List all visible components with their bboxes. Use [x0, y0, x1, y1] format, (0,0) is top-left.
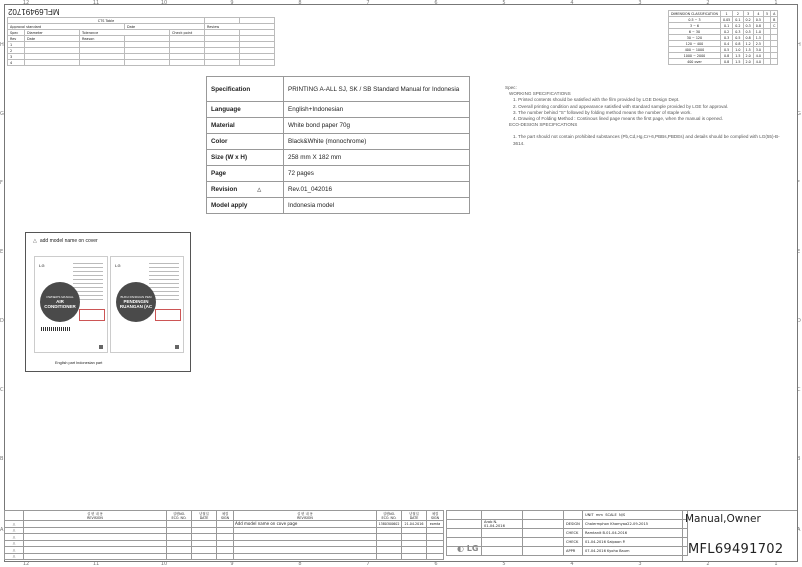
tolerance-header: 4	[753, 11, 763, 17]
zone-number: 6	[434, 561, 438, 567]
tolerance-cell: 2.5	[753, 41, 763, 47]
spec-value: Rev.01_042016	[284, 182, 470, 198]
cover-note	[33, 238, 98, 244]
zone-number: 8	[298, 561, 302, 567]
rev-marker: △	[5, 540, 24, 547]
revision-label: Revision	[211, 186, 238, 193]
tolerance-cell: 4.0	[753, 53, 763, 59]
cts-cell: Spec	[8, 30, 25, 36]
tolerance-header: DIMENSION CLASSIFICATION	[669, 11, 721, 17]
spec-key: Specification	[207, 77, 284, 102]
working-specifications	[505, 85, 780, 147]
tolerance-cell: 3.0	[753, 47, 763, 53]
rev-marker: △	[5, 527, 24, 534]
tolerance-cell: 1.0	[733, 47, 743, 53]
tolerance-cell: 0.5	[753, 17, 763, 23]
cover-title: PENDINGIN RUANGAN (AC	[119, 299, 153, 309]
barcode	[41, 327, 71, 331]
specs-item: 2. Overall printing condition and appearance satisfied with standard sample provided by LGE for approval.	[513, 103, 729, 109]
tolerance-header: 1	[720, 11, 732, 17]
rev-header	[24, 511, 167, 521]
rev-header-text: ECO. NO.	[381, 516, 397, 520]
tolerance-cell: 0.5	[743, 29, 753, 35]
rev-marker: △	[5, 547, 24, 554]
revision-eco: 1380300602	[377, 521, 402, 528]
indonesian-manual-cover	[110, 256, 184, 353]
zone-number: 7	[366, 0, 370, 6]
model-name-box	[155, 309, 181, 321]
tolerance-cell: 400 ~ 1000	[669, 47, 721, 53]
tolerance-cell: 2.0	[743, 53, 753, 59]
tolerance-cell: 0.8	[720, 59, 732, 65]
tolerance-cell: 1.5	[733, 59, 743, 65]
scale-label: SCALE	[605, 513, 617, 517]
cover-title: AIR CONDITIONER	[44, 299, 76, 309]
specs-item: 1. Printed contents should be satisfied with the film provided by LGE Design Dept.	[513, 97, 680, 103]
tolerance-cell: 1.5	[743, 47, 753, 53]
revision-table	[4, 510, 444, 560]
cover-note-text: add model name on cover	[39, 238, 98, 244]
approval-name	[583, 538, 688, 547]
zone-number: 4	[570, 561, 574, 567]
zone-letters-right	[797, 4, 802, 560]
zone-number: 8	[298, 0, 302, 6]
lg-electronics-logo: ◐ LG	[457, 544, 479, 553]
specs-item: 4. Drawing of Folding Method : Continous lined page means the first page, when the manual is opened.	[513, 116, 723, 122]
cts-row-number: 4	[8, 60, 25, 66]
spec-value: 72 pages	[284, 166, 470, 182]
cts-cell: Diameter	[25, 30, 80, 36]
tolerance-cell: 3 ~ 6	[669, 23, 721, 29]
tolerance-header: 3	[743, 11, 753, 17]
tolerance-cell: 1.0	[753, 29, 763, 35]
spec-key: Page	[207, 166, 284, 182]
spec-key: Size (W x H)	[207, 150, 284, 166]
cover-caption: English part Indonesian part	[55, 361, 103, 365]
tolerance-mark: A	[771, 11, 778, 17]
zone-number: 9	[230, 0, 234, 6]
spec-value: White bond paper 70g	[284, 118, 470, 134]
spec-key	[207, 182, 284, 198]
rev-marker: △	[5, 534, 24, 541]
rev-header-text: 설 변 내 용	[87, 512, 103, 516]
lg-logo: LG	[115, 263, 121, 268]
specs-title: Spec:	[505, 85, 517, 90]
rev-header-text: REVISION	[297, 516, 313, 520]
spec-key: Material	[207, 118, 284, 134]
tolerance-table	[668, 10, 778, 65]
zone-number: 3	[638, 0, 642, 6]
cts-cell: Tolerance	[80, 30, 170, 36]
cts-row-number: 1	[8, 42, 25, 48]
tolerance-cell: 400 over	[669, 59, 721, 65]
cts-table-title: CTS Table	[8, 18, 205, 24]
zone-letter: E	[797, 249, 801, 255]
unit-cell	[583, 511, 688, 520]
approval-date-text: 07-04-2016	[585, 549, 606, 553]
zone-number: 1	[774, 0, 778, 6]
lg-logo: LG	[39, 263, 45, 268]
zone-letter: C	[0, 387, 4, 393]
spec-table	[206, 76, 470, 214]
rev-header-text: ECO. NO.	[171, 516, 187, 520]
approval-role: CHECK	[564, 538, 583, 547]
spec-key: Language	[207, 102, 284, 118]
zone-letter: G	[797, 111, 801, 117]
cts-cell: Check point	[170, 30, 205, 36]
revision-date: 21.04.2016	[402, 521, 427, 528]
zone-number: 10	[160, 0, 168, 6]
zone-number: 12	[22, 561, 30, 567]
rev-header-text: REVISION	[87, 516, 103, 520]
zone-number: 5	[502, 0, 506, 6]
cts-row-number: 3	[8, 54, 25, 60]
spec-key: Color	[207, 134, 284, 150]
specs-item: 3. The number behind "S" followed by folding method means the number of staple work.	[513, 109, 692, 115]
rev-header-text: 설변NO.	[172, 512, 186, 516]
tolerance-cell: 1.5	[733, 53, 743, 59]
approval-table	[446, 510, 688, 556]
zone-number: 7	[366, 561, 370, 567]
zone-letter: A	[0, 527, 4, 533]
zone-number: 4	[570, 0, 574, 6]
cts-cell: Approval standard	[8, 24, 125, 30]
zone-letter: D	[0, 318, 4, 324]
zone-number: 3	[638, 561, 642, 567]
cts-cell: Reason	[80, 36, 125, 42]
english-manual-cover	[34, 256, 108, 353]
unit-value: mm	[595, 513, 603, 517]
tolerance-cell: 30 ~ 120	[669, 35, 721, 41]
rev-header-text: SIGN	[430, 516, 440, 520]
rotated-model-code: MFL69491702	[8, 7, 60, 16]
approval-name	[583, 547, 688, 556]
rev-header-text: 체결	[221, 512, 229, 516]
tolerance-cell: 6 ~ 30	[669, 29, 721, 35]
tolerance-mark: B	[771, 17, 778, 23]
zone-letter: H	[0, 42, 4, 48]
rev-header-text: 설 변 내 용	[297, 512, 313, 516]
zone-number: 5	[502, 561, 506, 567]
zone-number: 11	[92, 561, 100, 567]
tolerance-cell: 0.3	[743, 23, 753, 29]
rev-header-text: DATE	[409, 516, 419, 520]
zone-number: 2	[706, 0, 710, 6]
specs-section-heading: WORKING SPECIFICATIONS	[509, 91, 571, 97]
rev-header-text: 설변NO.	[382, 512, 396, 516]
tolerance-cell: 0.1	[720, 23, 732, 29]
tolerance-cell: 0.2	[720, 29, 732, 35]
zone-number: 9	[230, 561, 234, 567]
zone-number: 10	[160, 561, 168, 567]
tolerance-mark: C	[771, 23, 778, 29]
warning-triangle-icon: △	[33, 238, 37, 244]
zone-number: 2	[706, 561, 710, 567]
tolerance-header: 2	[733, 11, 743, 17]
tolerance-cell: 0.5	[733, 35, 743, 41]
zone-number: 1	[774, 561, 778, 567]
rev-header-text: DATE	[199, 516, 209, 520]
unit-label: UNIT	[585, 513, 594, 517]
spec-value: Indonesia model	[284, 198, 470, 214]
approval-date-text: 01-04-2016	[585, 540, 606, 544]
tolerance-cell: 0.2	[733, 23, 743, 29]
zone-number: 12	[22, 0, 30, 6]
zone-letter: C	[797, 387, 801, 393]
tolerance-cell: 0.2	[743, 17, 753, 23]
model-name-box	[79, 309, 105, 321]
cover-label: OWNER'S MANUAL	[46, 295, 74, 299]
approval-role: CHECK	[564, 529, 583, 538]
cts-table	[7, 17, 275, 66]
tolerance-cell: 0.3	[720, 35, 732, 41]
zone-letter: E	[0, 249, 4, 255]
rev-header-text: 년월일	[199, 512, 209, 516]
zone-letter: H	[797, 42, 801, 48]
zone-letter: G	[0, 111, 4, 117]
zone-letter: A	[797, 527, 801, 533]
cts-cell: Date	[25, 36, 80, 42]
tolerance-header: 5	[764, 11, 771, 17]
cover-label: BUKU PANDUAN PEM	[120, 295, 152, 299]
drawing-title: Manual,Owner	[685, 513, 761, 525]
revision-sign: eomta	[427, 521, 444, 528]
rev-header	[167, 511, 192, 521]
rev-header	[402, 511, 427, 521]
approval-name-text: Kyoho Baum	[607, 549, 630, 553]
tolerance-cell: 0.8	[743, 35, 753, 41]
rev-header-text: 체결	[431, 512, 439, 516]
zone-letter: B	[0, 456, 4, 462]
specs-section-heading: ECO-DESIGN SPECIFICATIONS	[509, 122, 578, 128]
tolerance-cell: 4.0	[753, 59, 763, 65]
tolerance-cell: 1000 ~ 2000	[669, 53, 721, 59]
logo-text: LG	[466, 544, 479, 553]
warning-triangle-icon: △	[257, 187, 262, 193]
zone-letter: D	[797, 318, 801, 324]
cover-mark	[99, 345, 103, 349]
tolerance-cell: 1.5	[753, 35, 763, 41]
zone-numbers-top	[4, 0, 798, 5]
rev-marker: △	[5, 553, 24, 560]
spec-value: English+Indonesian	[284, 102, 470, 118]
rev-header	[217, 511, 234, 521]
zone-letter: F	[0, 180, 3, 186]
zone-numbers-bottom	[4, 561, 798, 566]
cts-cell: Rev	[8, 36, 25, 42]
tolerance-cell: 0.1	[733, 17, 743, 23]
cts-row-number: 2	[8, 48, 25, 54]
cts-cell: Date	[125, 24, 205, 30]
tolerance-cell: 0.05	[720, 17, 732, 23]
approval-name: Arab N.	[484, 520, 498, 524]
approval-role	[564, 511, 583, 520]
approval-role: APPR	[564, 547, 583, 556]
cover-preview	[25, 232, 191, 372]
zone-number: 11	[92, 0, 100, 6]
tolerance-cell: 1.2	[743, 41, 753, 47]
rev-header-text: 년월일	[409, 512, 419, 516]
tolerance-cell: 0.5	[720, 47, 732, 53]
spec-value: PRINTING A-ALL SJ, SK / SB Standard Manual for Indonesia	[284, 77, 470, 102]
approval-name-text: Saipaon P.	[607, 540, 626, 544]
tolerance-cell: 0.5 ~ 3	[669, 17, 721, 23]
tolerance-cell: 120 ~ 400	[669, 41, 721, 47]
approval-name: Ramtanit B.01-04-2016	[583, 529, 688, 538]
revision-description: Add model name on cove page	[234, 521, 377, 528]
spec-key: Model apply	[207, 198, 284, 214]
zone-letter: F	[797, 180, 800, 186]
cover-title-circle	[40, 282, 80, 322]
specs-item: 1. The part should not contain prohibited substances (Pb,Cd,Hg,Cr+6,PBBs,PBDEs) and details should be complied with LG(55)-B-3614.	[513, 134, 780, 146]
rev-marker: △	[5, 521, 24, 528]
tolerance-cell: 0.8	[753, 23, 763, 29]
approval-name: Chalermphon Khamyaa22-09-2015	[583, 520, 688, 529]
approval-date-text: 01-04-2016	[484, 524, 505, 528]
cover-title-circle	[116, 282, 156, 322]
approval-date	[482, 520, 523, 529]
rev-header	[192, 511, 217, 521]
zone-letters-left	[0, 4, 5, 560]
cts-cell: Review	[205, 24, 275, 30]
zone-letter: B	[797, 456, 801, 462]
tolerance-cell: 0.8	[733, 41, 743, 47]
rev-header-text: SIGN	[220, 516, 230, 520]
tolerance-cell: 0.8	[720, 53, 732, 59]
tolerance-cell: 2.0	[743, 59, 753, 65]
tolerance-cell: 0.3	[733, 29, 743, 35]
approval-role: DESIGN	[564, 520, 583, 529]
rev-header	[377, 511, 402, 521]
rev-header	[234, 511, 377, 521]
zone-number: 6	[434, 0, 438, 6]
tolerance-cell: 0.4	[720, 41, 732, 47]
rev-header	[427, 511, 444, 521]
cover-mark	[175, 345, 179, 349]
drawing-number: MFL69491702	[688, 542, 784, 557]
spec-value: Black&White (monochrome)	[284, 134, 470, 150]
scale-value: N/S	[619, 513, 626, 517]
spec-value: 258 mm X 182 mm	[284, 150, 470, 166]
